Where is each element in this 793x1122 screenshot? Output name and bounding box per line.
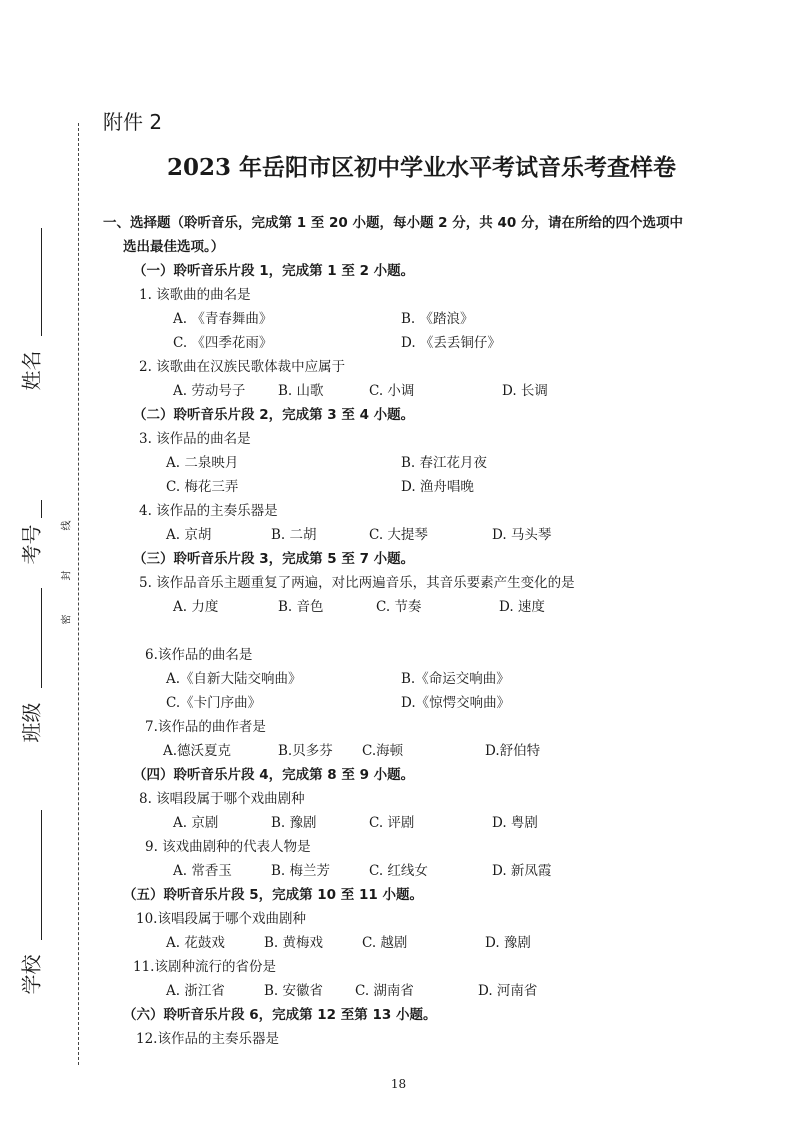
option: C. 越剧 (362, 935, 408, 951)
name-label: 姓名 (19, 350, 44, 391)
question-stem: 7.该作品的曲作者是 (145, 719, 266, 735)
option: A. 力度 (173, 599, 219, 615)
secret-label: 密 (61, 614, 73, 625)
option: A. 京剧 (173, 815, 219, 831)
option: A. 劳动号子 (173, 383, 246, 399)
binding-dashed-line (78, 123, 79, 1065)
group-heading: （二）聆听音乐片段 2，完成第 3 至 4 小题。 (133, 407, 415, 423)
school-label: 学校 (19, 954, 44, 995)
group-heading: （四）聆听音乐片段 4，完成第 8 至 9 小题。 (133, 767, 415, 783)
option: D. 豫剧 (485, 935, 531, 951)
group-heading: （五）聆听音乐片段 5，完成第 10 至 11 小题。 (123, 887, 423, 903)
option: C.海顿 (362, 743, 404, 759)
option: D. 马头琴 (492, 527, 552, 543)
option: A. 花鼓戏 (166, 935, 225, 951)
option: C. 小调 (369, 383, 415, 399)
school-blank (41, 810, 42, 940)
option: C. 《四季花雨》 (173, 335, 273, 351)
option: B.贝多芬 (278, 743, 333, 759)
question-stem: 6.该作品的曲名是 (145, 647, 253, 663)
option: B. 二胡 (271, 527, 317, 543)
group-heading: （三）聆听音乐片段 3，完成第 5 至 7 小题。 (133, 551, 415, 567)
option: A. 京胡 (166, 527, 212, 543)
question-stem: 5. 该作品音乐主题重复了两遍，对比两遍音乐，其音乐要素产生变化的是 (139, 575, 575, 591)
name-blank (41, 228, 42, 336)
class-blank (41, 588, 42, 688)
page-title: 2023 年岳阳市区初中学业水平考试音乐考查样卷 (166, 154, 677, 181)
option: D. 速度 (499, 599, 545, 615)
exam-no-blank (41, 500, 42, 518)
option: D. 长调 (502, 383, 548, 399)
attachment-label: 附件 2 (103, 110, 163, 134)
option: B.《命运交响曲》 (401, 671, 510, 687)
option: C. 评剧 (369, 815, 415, 831)
option: C. 节奏 (376, 599, 422, 615)
question-stem: 11.该剧种流行的省份是 (133, 959, 276, 975)
option: D. 渔舟唱晚 (401, 479, 474, 495)
section-heading-line2: 选出最佳选项。） (123, 239, 225, 255)
option: A. 二泉映月 (166, 455, 239, 471)
seal-label: 封 (61, 570, 73, 581)
question-stem: 3. 该作品的曲名是 (139, 431, 251, 447)
line-label: 线 (61, 520, 73, 531)
option: C. 大提琴 (369, 527, 428, 543)
option: C.《卡门序曲》 (166, 695, 262, 711)
option: D.舒伯特 (485, 743, 541, 759)
question-stem: 1. 该歌曲的曲名是 (139, 287, 251, 303)
option: B. 山歌 (278, 383, 324, 399)
option: B. 豫剧 (271, 815, 317, 831)
question-stem: 8. 该唱段属于哪个戏曲剧种 (139, 791, 305, 807)
option: A.德沃夏克 (163, 743, 232, 759)
question-stem: 4. 该作品的主奏乐器是 (139, 503, 278, 519)
option: B. 音色 (278, 599, 324, 615)
option: C. 梅花三弄 (166, 479, 239, 495)
option: D.《惊愕交响曲》 (401, 695, 511, 711)
option: B. 《踏浪》 (401, 311, 474, 327)
option: B. 梅兰芳 (271, 863, 331, 879)
option: A. 《青春舞曲》 (173, 311, 273, 327)
exam-no-label: 考号 (19, 524, 44, 565)
option: B. 安徽省 (264, 983, 324, 999)
question-stem: 2. 该歌曲在汉族民歌体裁中应属于 (139, 359, 346, 375)
question-stem: 12.该作品的主奏乐器是 (136, 1031, 279, 1047)
option: A.《自新大陆交响曲》 (166, 671, 302, 687)
group-heading: （六）聆听音乐片段 6，完成第 12 至第 13 小题。 (123, 1007, 437, 1023)
class-label: 班级 (19, 702, 44, 743)
option: C. 红线女 (369, 863, 428, 879)
option: D. 河南省 (478, 983, 538, 999)
option: D. 新凤霞 (492, 863, 552, 879)
option: B. 春江花月夜 (401, 455, 488, 471)
section-heading-line1: 一、选择题（聆听音乐，完成第 1 至 20 小题，每小题 2 分，共 40 分，请在所给的四个选项中 (103, 215, 683, 231)
option: D. 粤剧 (492, 815, 538, 831)
group-heading: （一）聆听音乐片段 1，完成第 1 至 2 小题。 (133, 263, 415, 279)
option: B. 黄梅戏 (264, 935, 324, 951)
option: A. 常香玉 (173, 863, 232, 879)
option: D. 《丢丢铜仔》 (401, 335, 501, 351)
option: A. 浙江省 (166, 983, 225, 999)
page-number: 18 (390, 1077, 407, 1091)
question-stem: 10.该唱段属于哪个戏曲剧种 (136, 911, 306, 927)
option: C. 湖南省 (355, 983, 414, 999)
question-stem: 9. 该戏曲剧种的代表人物是 (145, 839, 311, 855)
